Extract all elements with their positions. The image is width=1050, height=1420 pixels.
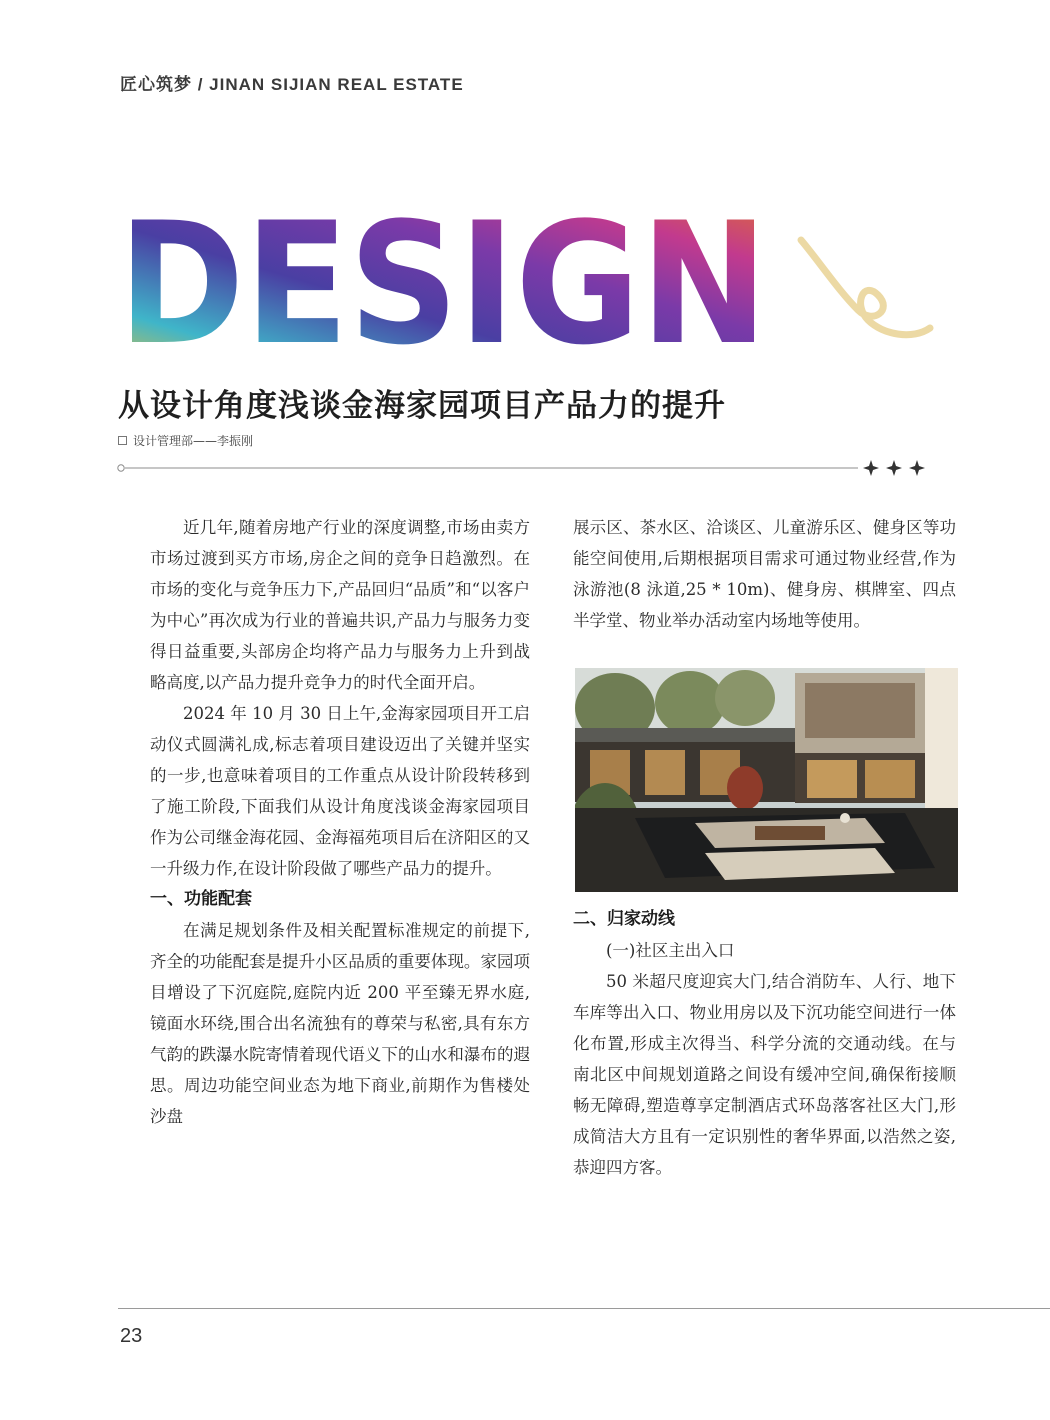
paragraph-intro: 近几年,随着房地产行业的深度调整,市场由卖方市场过渡到买方市场,房企之间的竞争日趋激烈。在市场的变化与竞争压力下,产品回归“品质”和“以客户为中心”再次成为行业的普遍共识,产品力与服务力变得日益重要,头部房企均将产品力与服务力上升到战略高度,以产品力提升竞争力的时代全面开启。 [150,518,530,692]
design-logo [118,200,938,360]
byline [118,432,253,449]
section-heading-functions: 一、功能配套 [150,889,252,909]
paragraph-functions-continued: 展示区、茶水区、洽谈区、儿童游乐区、健身区等功能空间使用,后期根据项目需求可通过物业经营,作为泳游池(8 泳道,25 * 10m)、健身房、棋牌室、四点半学堂、物业举办活动室内场地等使用。 [573,518,956,630]
right-column-top [573,512,956,636]
right-column-bottom [573,904,956,1183]
section-heading-route: 二、归家动线 [573,909,675,929]
article-title: 从设计角度浅谈金海家园项目产品力的提升 [118,388,726,424]
header-publication: JINAN SIJIAN REAL ESTATE [209,75,464,94]
footer-rule [118,1308,1050,1309]
subheading-main-entrance: (一)社区主出入口 [606,941,735,960]
page-number: 23 [120,1325,143,1347]
paragraph-ceremony: 2024 年 10 月 30 日上午,金海家园项目开工启动仪式圆满礼成,标志着项目建设迈出了关键并坚实的一步,也意味着项目的工作重点从设计阶段转移到了施工阶段,下面我们从设计角度浅谈金海家园项目作为公司继金海花园、金海福苑项目后在济阳区的又一升级力作,在设计阶段做了哪些产品力的提升。 [150,704,530,878]
header-separator: / [192,75,210,94]
paragraph-entrance: 50 米超尺度迎宾大门,结合消防车、人行、地下车库等出入口、物业用房以及下沉功能空间进行一体化布置,形成主次得当、科学分流的交通动线。在与南北区中间规划道路之间设有缓冲空间,确保衔接顺畅无障碍,塑造尊享定制酒店式环岛落客社区大门,形成简洁大方且有一定识别性的奢华界面,以浩然之姿,恭迎四方客。 [573,972,956,1177]
bullet-square-icon [118,436,127,445]
left-column [150,512,530,1132]
running-header [120,70,464,95]
header-section: 匠心筑梦 [120,75,192,94]
sparkle-stars-icon [863,460,925,476]
design-logo-text: DESIGN [118,200,768,360]
courtyard-rendering-image [575,668,958,892]
author-name: 设计管理部——李振刚 [133,434,254,448]
paragraph-functions: 在满足规划条件及相关配置标准规定的前提下,齐全的功能配套是提升小区品质的重要体现。家园项目增设了下沉庭院,庭院内近 200 平至臻无界水庭,镜面水环绕,围合出名流独有的尊荣与私密,具有东方气韵的跌瀑水院寄情着现代语义下的山水和瀑布的遐思。周边功能空间业态为地下商业,前期作为售楼处沙盘 [150,921,530,1126]
squiggle-icon [801,240,930,335]
divider-rule [116,458,926,478]
